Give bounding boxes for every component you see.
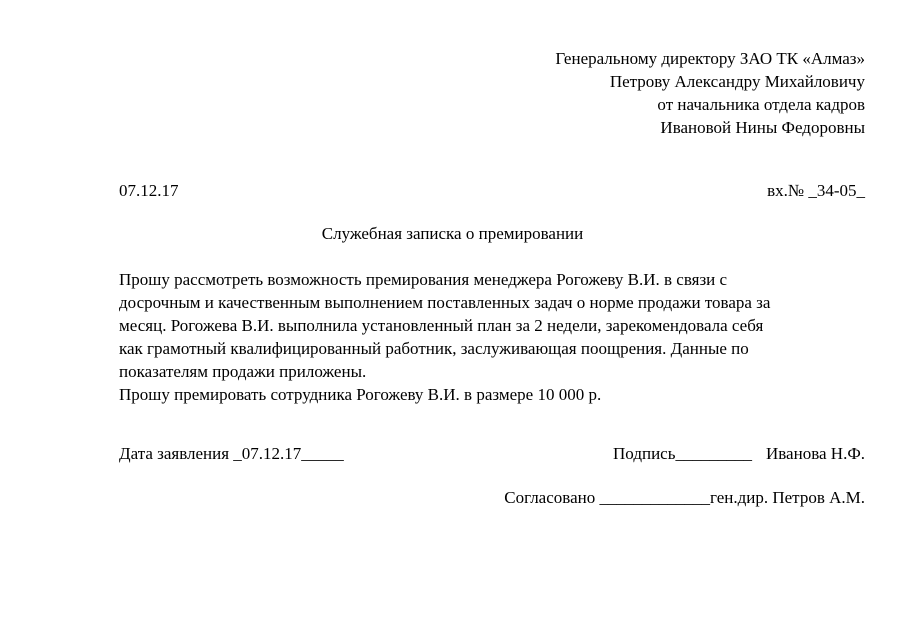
registration-number: вх.№ _34-05_ [767,181,865,200]
signature-row [119,444,865,464]
signature-block [613,444,865,464]
body-line: досрочным и качественным выполнением поставленных задач о норме продажи товара за [119,293,771,312]
document-body [119,268,879,406]
signature-label: Подпись_________ [613,444,752,463]
body-line: Прошу рассмотреть возможность премирования менеджера Рогожеву В.И. в связи с [119,270,728,289]
addressee-line: Ивановой Нины Федоровны [660,118,865,137]
approval-line: Согласовано _____________ген.дир. Петров А.М. [504,488,865,507]
signer-name: Иванова Н.Ф. [765,444,865,463]
body-line: показателям продажи приложены. [119,362,367,381]
addressee-line: от начальника отдела кадров [657,95,865,114]
application-date: Дата заявления _07.12.17_____ [119,444,344,463]
document-title: Служебная записка о премировании [321,224,584,243]
addressee-line: Петрову Александру Михайловичу [609,72,865,91]
date-number-row [119,181,865,201]
body-line: Прошу премировать сотрудника Рогожеву В.И. в размере 10 000 р. [119,385,602,404]
addressee-block [555,47,865,139]
addressee-line: Генеральному директору ЗАО ТК «Алмаз» [555,49,865,68]
body-line: месяц. Рогожева В.И. выполнила установленный план за 2 недели, зарекомендовала себя [119,316,764,335]
document-date: 07.12.17 [119,181,179,200]
body-line: как грамотный квалифицированный работник, заслуживающая поощрения. Данные по [119,339,749,358]
